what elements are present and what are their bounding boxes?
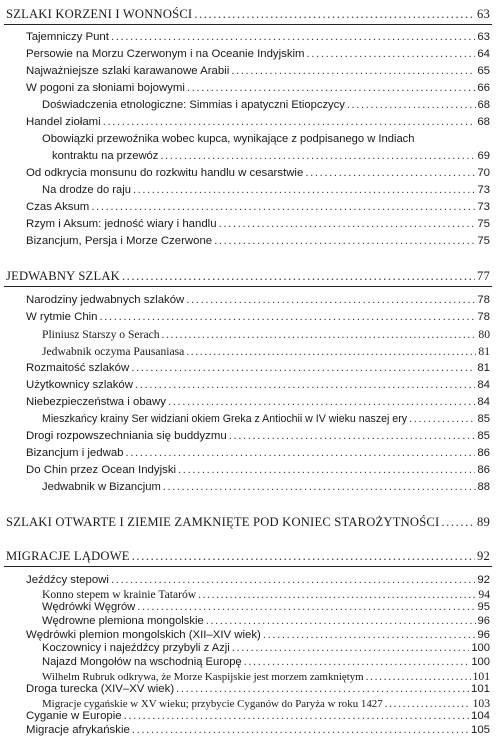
toc-page-number: 84 [477,396,490,408]
toc-entry [26,165,490,182]
toc-page-number: 81 [477,362,490,374]
toc-entry-title: Wilhelm Rubruk odkrywa, że Morze Kaspijskie jest morzem zamkniętym [42,670,364,683]
toc-entry [26,199,490,216]
toc-page-number: 68 [477,116,490,128]
dot-leader [194,6,475,23]
toc-heading-title: MIGRACJE LĄDOWE [6,549,130,563]
toc-page-number: 86 [477,464,490,476]
dot-leader [231,63,475,80]
toc-entry-title: W rytmie Chin [26,311,98,323]
toc-entry-title: Rozmaitość szlaków [26,362,130,374]
toc-page-number: 100 [471,642,490,655]
toc-subentry [42,479,490,496]
toc-entry-title: Na drodze do raju [42,184,131,196]
toc-entry [26,29,490,46]
toc-page-number: 105 [470,724,490,736]
toc-entry-title: Wędrowne plemiona mongolskie [42,614,204,627]
toc-entry-title: Doświadczenia etnologiczne: Simmias i apatyczni Etiopczycy [42,99,345,111]
toc-entry-title: kontraktu na przewóz [52,150,159,162]
toc-entry [26,309,490,326]
toc-entry-title: Migracje afrykańskie [26,724,130,736]
toc-entry-title: Droga turecka (XIV–XV wiek) [26,683,175,696]
dot-leader [441,514,475,531]
toc-entry-title: Koczownicy i najeźdźcy przybyli z Azji [42,642,230,655]
toc-entry [26,46,490,63]
toc-entry-title: Migracje cygańskie w XV wieku; przybycie Cyganów do Paryża w roku 1427 [42,697,383,710]
toc-entry [26,80,490,97]
toc-entry-title: Cyganie w Europie [26,710,122,723]
toc-page-number: 92 [477,574,490,586]
toc-entry-title: Bizancjum, Persja i Morze Czerwone [26,235,213,247]
toc-heading-title: SZLAKI OTWARTE I ZIEMIE ZAMKNIĘTE POD KONIEC STAROŻYTNOŚCI [6,515,440,529]
dot-leader [135,377,475,394]
toc-entry-title: Pliniusz Starszy o Serach [42,328,160,341]
toc-entry [26,292,490,309]
dot-leader [409,411,476,428]
dot-leader [111,29,475,46]
toc-entry-title: Persowie na Morzu Czerwonym i na Oceanie Indyjskim [26,48,305,60]
toc-page-number: 85 [477,413,490,425]
toc-page-number: 78 [477,311,490,323]
toc-page-number: 101 [470,683,490,696]
toc-subentry [42,97,490,114]
toc-entry [26,722,490,739]
toc-page-number: 103 [472,696,490,710]
toc-page-number: 68 [477,99,490,111]
toc-page-number: 96 [477,614,490,627]
toc-page-number: 86 [477,447,490,459]
toc-entry-title: Narodziny jedwabnych szlaków [26,294,185,306]
toc-entry-title: Jeźdźcy stepowi [26,574,109,586]
toc-page-number: 95 [477,601,490,614]
toc-page-number: 63 [477,31,490,43]
toc-entry-title: Jedwabnik w Bizancjum [42,481,161,493]
section-rule [4,24,492,25]
toc-page-number: 94 [478,587,490,601]
toc-entry [26,360,490,377]
toc-page-number: 92 [477,549,490,563]
dot-leader [168,394,475,411]
toc-page-number: 65 [477,65,490,77]
toc-page-number: 85 [477,430,490,442]
toc-page-number: 70 [477,167,490,179]
toc-entry [26,377,490,394]
toc-page-number: 81 [478,345,490,358]
toc-page-number: 88 [477,481,490,493]
toc-entry-title: Najazd Mongołów na wschodnią Europę [42,655,242,668]
toc-page-number: 66 [477,82,490,94]
dot-leader [122,268,475,285]
toc-entry [26,428,490,445]
toc-entry [26,216,490,233]
dot-leader [305,165,475,182]
dot-leader [132,548,475,565]
toc-entry-title: Od odkrycia monsunu do rozkwitu handlu w cesarstwie [26,167,304,179]
toc-entry-title: Jedwabnik oczyma Pausaniasa [42,345,185,358]
toc-page-number: 104 [470,710,490,723]
toc-subentry [42,411,490,428]
toc-heading [6,514,490,531]
toc-page-number: 96 [477,628,490,641]
dot-leader [126,445,476,462]
dot-leader [162,326,477,343]
toc-page-number: 73 [477,201,490,213]
dot-leader [229,428,476,445]
toc-subentry [42,182,490,199]
dot-leader [178,462,475,479]
toc-page-number: 64 [477,48,490,60]
dot-leader [91,199,475,216]
toc-entry-title: Konno stepem w krainie Tatarów [42,587,197,601]
toc-page-number: 73 [477,184,490,196]
toc-heading [6,548,490,565]
toc-entry-title: Użytkownicy szlaków [26,379,133,391]
toc-entry-title: Do Chin przez Ocean Indyjski [26,464,177,476]
dot-leader [103,114,476,131]
dot-leader [347,97,476,114]
toc-subentry [42,343,490,360]
toc-entry-title: Tajemniczy Punt [26,31,109,43]
toc-entry-title: Bizancjum i jedwab [26,447,124,459]
dot-leader [214,233,475,250]
toc-page-number: 69 [477,150,490,162]
toc-page-number: 75 [477,235,490,247]
toc-entry [26,394,490,411]
toc-page-number: 100 [471,655,490,668]
toc-entry-title: Czas Aksum [26,201,90,213]
toc-page-number: 77 [477,269,490,283]
toc-subentry-line1: Obowiązki przewoźnika wobec kupca, wynikające z podpisanego w Indiach [42,133,415,145]
toc-heading [6,6,490,23]
toc-entry-title: Rzym i Aksum: jedność wiary i handlu [26,218,217,230]
toc-page-number: 63 [477,7,490,21]
dot-leader [186,343,476,360]
dot-leader [131,360,475,377]
toc-heading [6,268,490,285]
toc-page-number: 101 [472,669,490,683]
dot-leader [187,80,475,97]
toc-entry-title: Niebezpieczeństwa i obawy [26,396,166,408]
toc-heading-title: JEDWABNY SZLAK [6,269,120,283]
toc-entry [26,63,490,80]
toc-entry-title: Najważniejsze szlaki karawanowe Arabii [26,65,230,77]
toc-entry-title: Drogi rozpowszechniania się buddyzmu [26,430,227,442]
dot-leader [132,722,469,739]
toc-heading-title: SZLAKI KORZENI I WONNOŚCI [6,7,193,21]
toc-entry [26,233,490,250]
section-rule [4,566,492,567]
dot-leader [163,479,476,496]
toc-subentry [42,326,490,343]
toc-entry [26,114,490,131]
section-rule [4,286,492,287]
toc-entry [26,462,490,479]
toc-page-number: 75 [477,218,490,230]
toc-entry-title: W pogoni za słoniami bojowymi [26,82,185,94]
toc-page-number: 89 [477,515,490,529]
dot-leader [186,292,475,309]
toc-page-number: 78 [477,294,490,306]
toc-page-number: 84 [477,379,490,391]
dot-leader [133,182,476,199]
dot-leader [307,46,476,63]
dot-leader [160,148,475,165]
toc-entry-title: Handel ziołami [26,116,101,128]
toc-entry-title: Wędrówki Węgrów [42,601,136,614]
toc-page-number: 80 [478,328,490,341]
dot-leader [219,216,476,233]
toc-subentry [52,148,490,165]
toc-entry-title: Wędrówki plemion mongolskich (XII–XIV wiek) [26,628,261,641]
dot-leader [100,309,476,326]
toc-entry [26,445,490,462]
toc-entry-title: Mieszkańcy krainy Ser widziani okiem Greka z Antiochii w IV wieku naszej ery [42,413,408,425]
